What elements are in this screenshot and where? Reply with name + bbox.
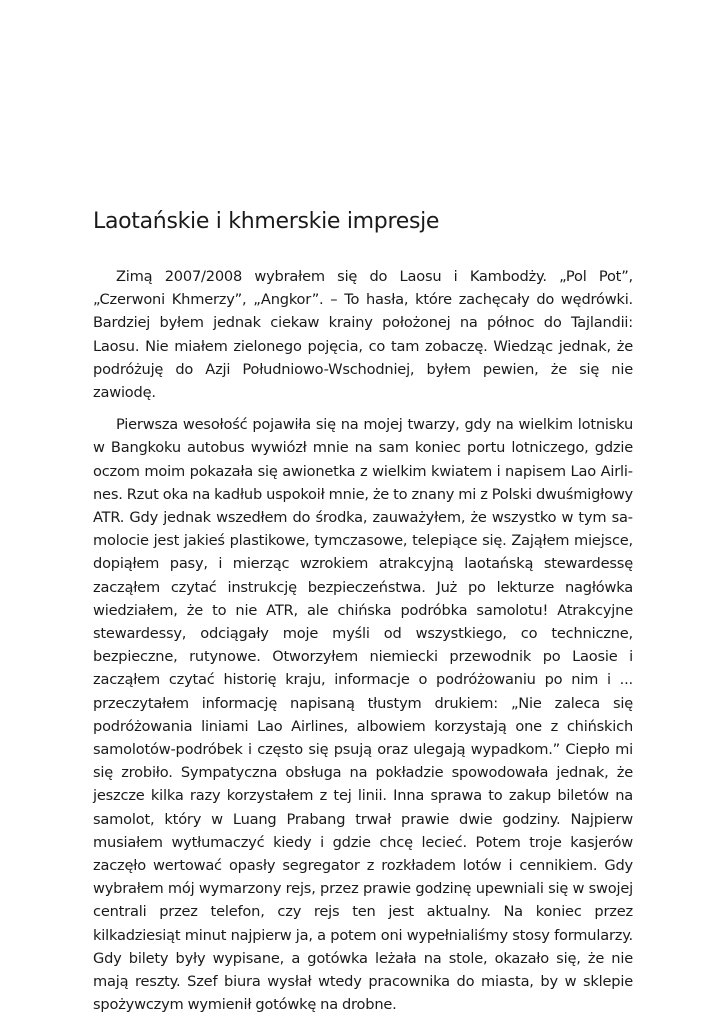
body-text xyxy=(93,265,633,1026)
paragraph: Zimą 2007/2008 wybrałem się do Laosu i Kambodży. „Pol Pot”, „Czerwoni Khmerzy”, „Angkor”. – To hasła, które zachęcały do wędrówki. Bardziej byłem jednak ciekaw krainy położonej na północ do Tajlandii: Laosu. Nie miałem zielonego pojęcia, co tam zobaczę. Wiedząc jednak, że podróżuję do Azji Południowo-Wschodniej, byłem pewien, że się nie zawiodę. xyxy=(93,268,633,402)
paragraph: Pierwsza wesołość pojawiła się na mojej twarzy, gdy na wielkim lotnisku w Bangkoku autobus wywiózł mnie na sam koniec portu lotniczego, gdzie oczom moim pokazała się awionetka z wielkim kwiatem i napisem Lao Airlines. Rzut oka na kadłub uspokoił mnie, że to znany mi z Polski dwuśmigłowy ATR. Gdy jednak wszedłem do środka, zauważyłem, że wszystko w tym samolocie jest jakieś plastikowe, tymczasowe, telepiące się. Zająłem miejsce, dopiąłem pasy, i mierząc wzrokiem atrakcyjną laotańską stewardessę zacząłem czytać instrukcję bezpieczeństwa. Już po lekturze nagłówka wiedziałem, że to nie ATR, ale chińska podróbka samolotu! Atrakcyjne stewardessy, odciągały moje myśli od wszystkiego, co techniczne, bezpieczne, rutynowe. Otworzyłem niemiecki przewodnik po Laosie i zacząłem czytać historię kraju, informacje o podróżowaniu po nim i ... przeczytałem informację napisaną tłustym drukiem: „Nie zaleca się podróżowania liniami Lao Airlines, albowiem korzystają one z chińskich samolotów-podróbek i często się psują oraz ulegają wypadkom.” Ciepło mi się zrobiło. Sympatyczna obsługa na pokładzie spowodowała jednak, że jeszcze kilka razy korzystałem z tej linii. Inna sprawa to zakup biletów na samolot, który w Luang Prabang trwał prawie dwie godziny. Najpierw musiałem wytłumaczyć kiedy i gdzie chcę lecieć. Potem troje kasjerów zaczęło wertować opasły segregator z rozkładem lotów i cennikiem. Gdy wybrałem mój wymarzony rejs, przez prawie godzinę upewniali się w swojej centrali przez telefon, czy rejs ten jest aktualny. Na koniec przez kilkadziesiąt minut najpierw ja, a potem oni wypełnialiśmy stosy formularzy. Gdy bilety były wypisane, a gotówka leżała na stole, okazało się, że nie mają reszty. Szef biura wysłał wtedy pracownika do miasta, by w sklepie spożywczym wymienił gotówkę na drobne. xyxy=(93,416,633,1014)
chapter-title: Laotańskie i khmerskie impresje xyxy=(93,209,440,234)
